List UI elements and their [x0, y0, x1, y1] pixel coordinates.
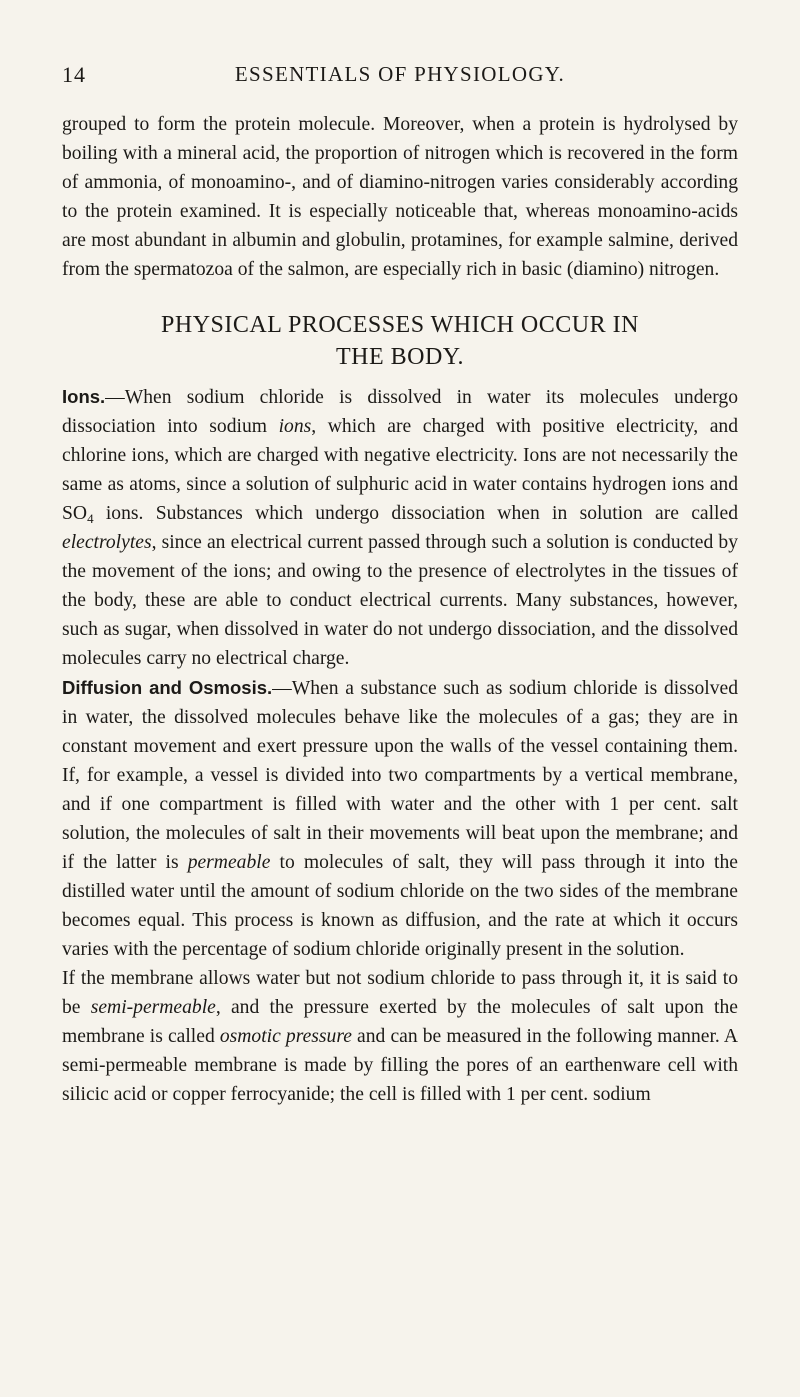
emphasis-term: permeable	[187, 852, 271, 873]
emphasis-term: osmotic pressure	[219, 1026, 352, 1047]
paragraph-text: grouped to form the protein molecule. Moreover, when a protein is hydrolysed by boiling with a mineral acid, the proportion of nitrogen which is recovered in the form of ammonia, of monoamino-, and of diamino-nitrogen varies considerably according to the protein examined. It is especially noticeable that, whereas monoamino-acids are most abundant in albumin and globulin, protamines, for example salmine, derived from the spermatozoa of the salmon, are especially rich in basic (diamino) nitrogen.	[62, 114, 738, 280]
run-in-heading-ions: Ions.	[62, 386, 106, 407]
text-segment: , and the pressure exerted by the molecules of salt upon the membrane is called	[62, 997, 738, 1047]
text-segment: ions. Substances which undergo dissociation when in solution are called	[93, 503, 738, 524]
section-heading	[62, 309, 738, 373]
page-body	[62, 110, 738, 1109]
text-segment: , which are charged with positive electricity, and chlorine ions, which are charged with negative electricity. Ions are not necessarily the same as atoms, since a solution of sulphuric acid in water contains hydrogen ions and SO	[62, 416, 738, 524]
text-segment: If the membrane allows water but not sodium chloride to pass through it, it is said to be	[62, 968, 738, 1018]
page-number: 14	[62, 62, 86, 87]
text-segment: , since an electrical current passed through such a solution is conducted by the movement of the ions; and owing to the presence of electrolytes in the tissues of the body, these are able to conduct electrical currents. Many substances, however, such as sugar, when dissolved in water do not undergo dissociation, and the dissolved molecules carry no electrical charge.	[62, 532, 738, 669]
text-segment: and can be measured in the following manner. A semi-permeable membrane is made by filling the pores of an earthenware cell with silicic acid or copper ferrocyanide; the cell is filled with 1 per cent. sodium	[62, 1026, 738, 1105]
text-segment: to molecules of salt, they will pass through it into the distilled water until the amount of sodium chloride on the two sides of the membrane becomes equal. This process is known as diffusion, and the rate at which it occurs varies with the percentage of sodium chloride originally present in the solution.	[62, 852, 738, 960]
subscript: 4	[87, 511, 94, 526]
page-header	[62, 62, 738, 90]
running-head: ESSENTIALS OF PHYSIOLOGY.	[234, 62, 566, 86]
emphasis-term: electrolytes	[62, 532, 152, 553]
text-segment: —When sodium chloride is dissolved in water its molecules undergo dissociation into sodium	[62, 387, 738, 437]
section-heading-line-1: PHYSICAL PROCESSES WHICH OCCUR IN	[161, 312, 639, 338]
run-in-heading-diffusion: Diffusion and Osmosis.	[62, 677, 273, 698]
section-heading-line-2: THE BODY.	[335, 344, 465, 370]
emphasis-term: semi-permeable	[90, 997, 216, 1018]
paragraph-diffusion-osmosis	[62, 673, 738, 964]
paragraph-osmotic-pressure	[62, 964, 738, 1109]
paragraph-protein-continuation	[62, 110, 738, 284]
emphasis-term: ions	[278, 416, 312, 437]
paragraph-ions	[62, 382, 738, 673]
text-segment: —When a substance such as sodium chloride is dissolved in water, the dissolved molecules behave like the molecules of a gas; they are in constant movement and exert pressure upon the walls of the vessel containing them. If, for example, a vessel is divided into two compartments by a vertical membrane, and if one compartment is filled with water and the other with 1 per cent. salt solution, the molecules of salt in their movements will beat upon the membrane; and if the latter is	[62, 678, 738, 873]
